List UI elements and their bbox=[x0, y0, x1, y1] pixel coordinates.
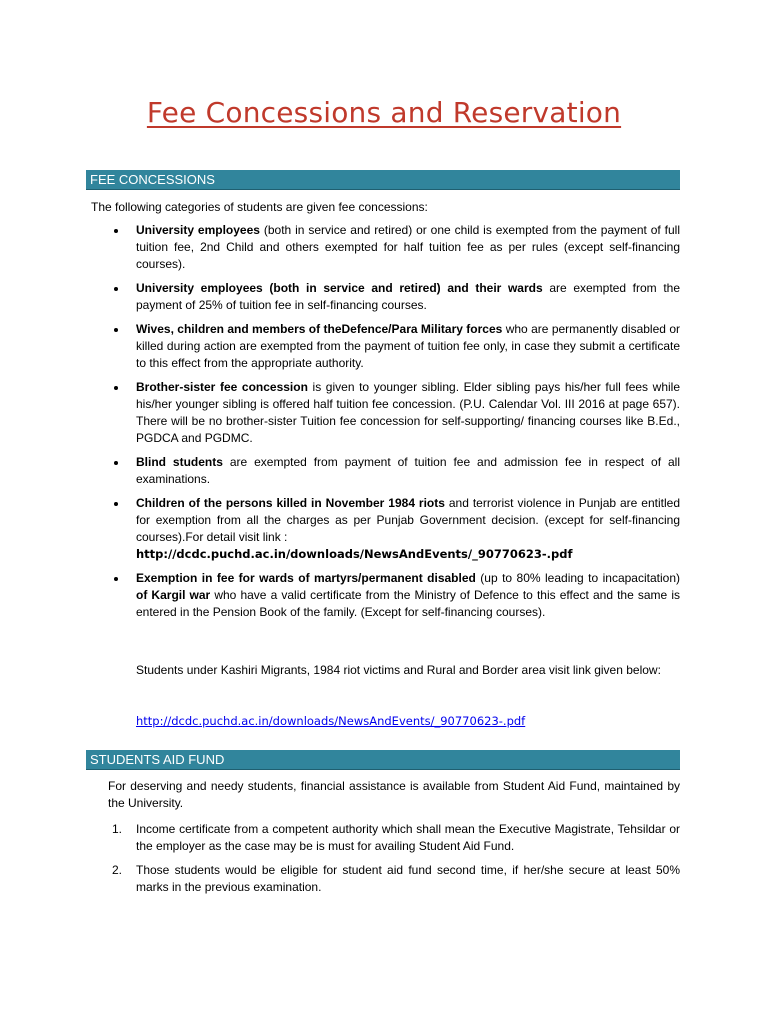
item-text: is given to younger sibling. Elder sibling pays his/her full fees while his/her younger sibling is offered half tuition fee concession. (P.U. Calendar Vol. III 2016 at page 657). There will be no brother-sister Tuition fee concession for self-supporting/ financing courses like B.Ed., PGDCA and PGDMC. bbox=[136, 380, 681, 445]
list-item bbox=[110, 821, 680, 855]
bullet-icon bbox=[114, 577, 118, 581]
item-text: Those students would be eligible for student aid fund second time, if her/she secure at least 50% marks in the previous examination. bbox=[136, 863, 680, 894]
migrants-note: Students under Kashiri Migrants, 1984 riot victims and Rural and Border area visit link given below: bbox=[136, 663, 661, 677]
migrants-link-line bbox=[136, 714, 525, 728]
page-title: Fee Concessions and Reservation bbox=[146, 96, 622, 129]
item-text-secondary: who have a valid certificate from the Ministry of Defence to this effect and the same is entered in the Pension Book of the family. (Except for self-financing courses). bbox=[136, 588, 680, 619]
item-bold: Wives, children and members of theDefence/Para Military forces bbox=[136, 322, 503, 336]
list-item bbox=[110, 321, 680, 372]
fee-concessions-list bbox=[110, 222, 680, 628]
item-bold: Exemption in fee for wards of martyrs/permanent disabled bbox=[136, 571, 476, 585]
item-text: are exempted from payment of tuition fee and admission fee in respect of all examinations. bbox=[136, 455, 680, 486]
item-text: Income certificate from a competent authority which shall mean the Executive Magistrate, Tehsildar or the employer as the case may be is must for availing Student Aid Fund. bbox=[136, 822, 680, 853]
aid-fund-intro: For deserving and needy students, financial assistance is available from Student Aid Fund, maintained by the University. bbox=[108, 779, 680, 810]
section-header-students-aid-fund: STUDENTS AID FUND bbox=[86, 750, 680, 770]
list-number: 2. bbox=[112, 863, 123, 877]
item-bold-secondary: of Kargil war bbox=[136, 588, 211, 602]
item-bold: University employees (both in service and retired) and their wards bbox=[136, 281, 543, 295]
list-item bbox=[110, 222, 680, 273]
item-text: are exempted from the payment of 25% of tuition fee in self-financing courses. bbox=[136, 281, 681, 312]
item-text: (both in service and retired) or one child is exempted from the payment of full tuition fee, 2nd Child and others exempted for half tuition fee as per rules (except self-financing courses). bbox=[136, 223, 680, 271]
item-text: (up to 80% leading to incapacitation) bbox=[475, 571, 680, 585]
bullet-icon bbox=[114, 502, 118, 506]
bullet-icon bbox=[114, 386, 118, 390]
item-bold: Brother-sister fee concession bbox=[136, 380, 308, 394]
item-bold: Blind students bbox=[136, 455, 223, 469]
list-number: 1. bbox=[112, 822, 123, 836]
list-item bbox=[110, 862, 680, 896]
aid-fund-list bbox=[110, 821, 680, 903]
migrants-link[interactable]: http://dcdc.puchd.ac.in/downloads/NewsAndEvents/_90770623-.pdf bbox=[136, 714, 526, 728]
section-header-fee-concessions: FEE CONCESSIONS bbox=[86, 170, 680, 190]
list-item bbox=[110, 280, 680, 314]
list-item bbox=[110, 379, 680, 447]
bullet-icon bbox=[114, 287, 118, 291]
item-bold: Children of the persons killed in November 1984 riots bbox=[136, 496, 445, 510]
item-bold: University employees bbox=[136, 223, 260, 237]
item-text: who are permanently disabled or killed during action are exempted from the payment of tuition fee only, in case they submit a certificate to this effect from the appropriate authority. bbox=[136, 322, 680, 370]
list-item bbox=[110, 454, 680, 488]
bullet-icon bbox=[114, 229, 118, 233]
fee-concessions-intro: The following categories of students are given fee concessions: bbox=[91, 200, 428, 214]
list-item bbox=[110, 495, 680, 563]
list-item bbox=[110, 570, 680, 621]
riots-link-text[interactable]: http://dcdc.puchd.ac.in/downloads/NewsAndEvents/_90770623-.pdf bbox=[136, 547, 573, 561]
item-text: and terrorist violence in Punjab are entitled for exemption from all the charges as per Punjab Government decision. (except for self-financing courses).For detail visit link : bbox=[136, 496, 680, 544]
bullet-icon bbox=[114, 328, 118, 332]
bullet-icon bbox=[114, 461, 118, 465]
